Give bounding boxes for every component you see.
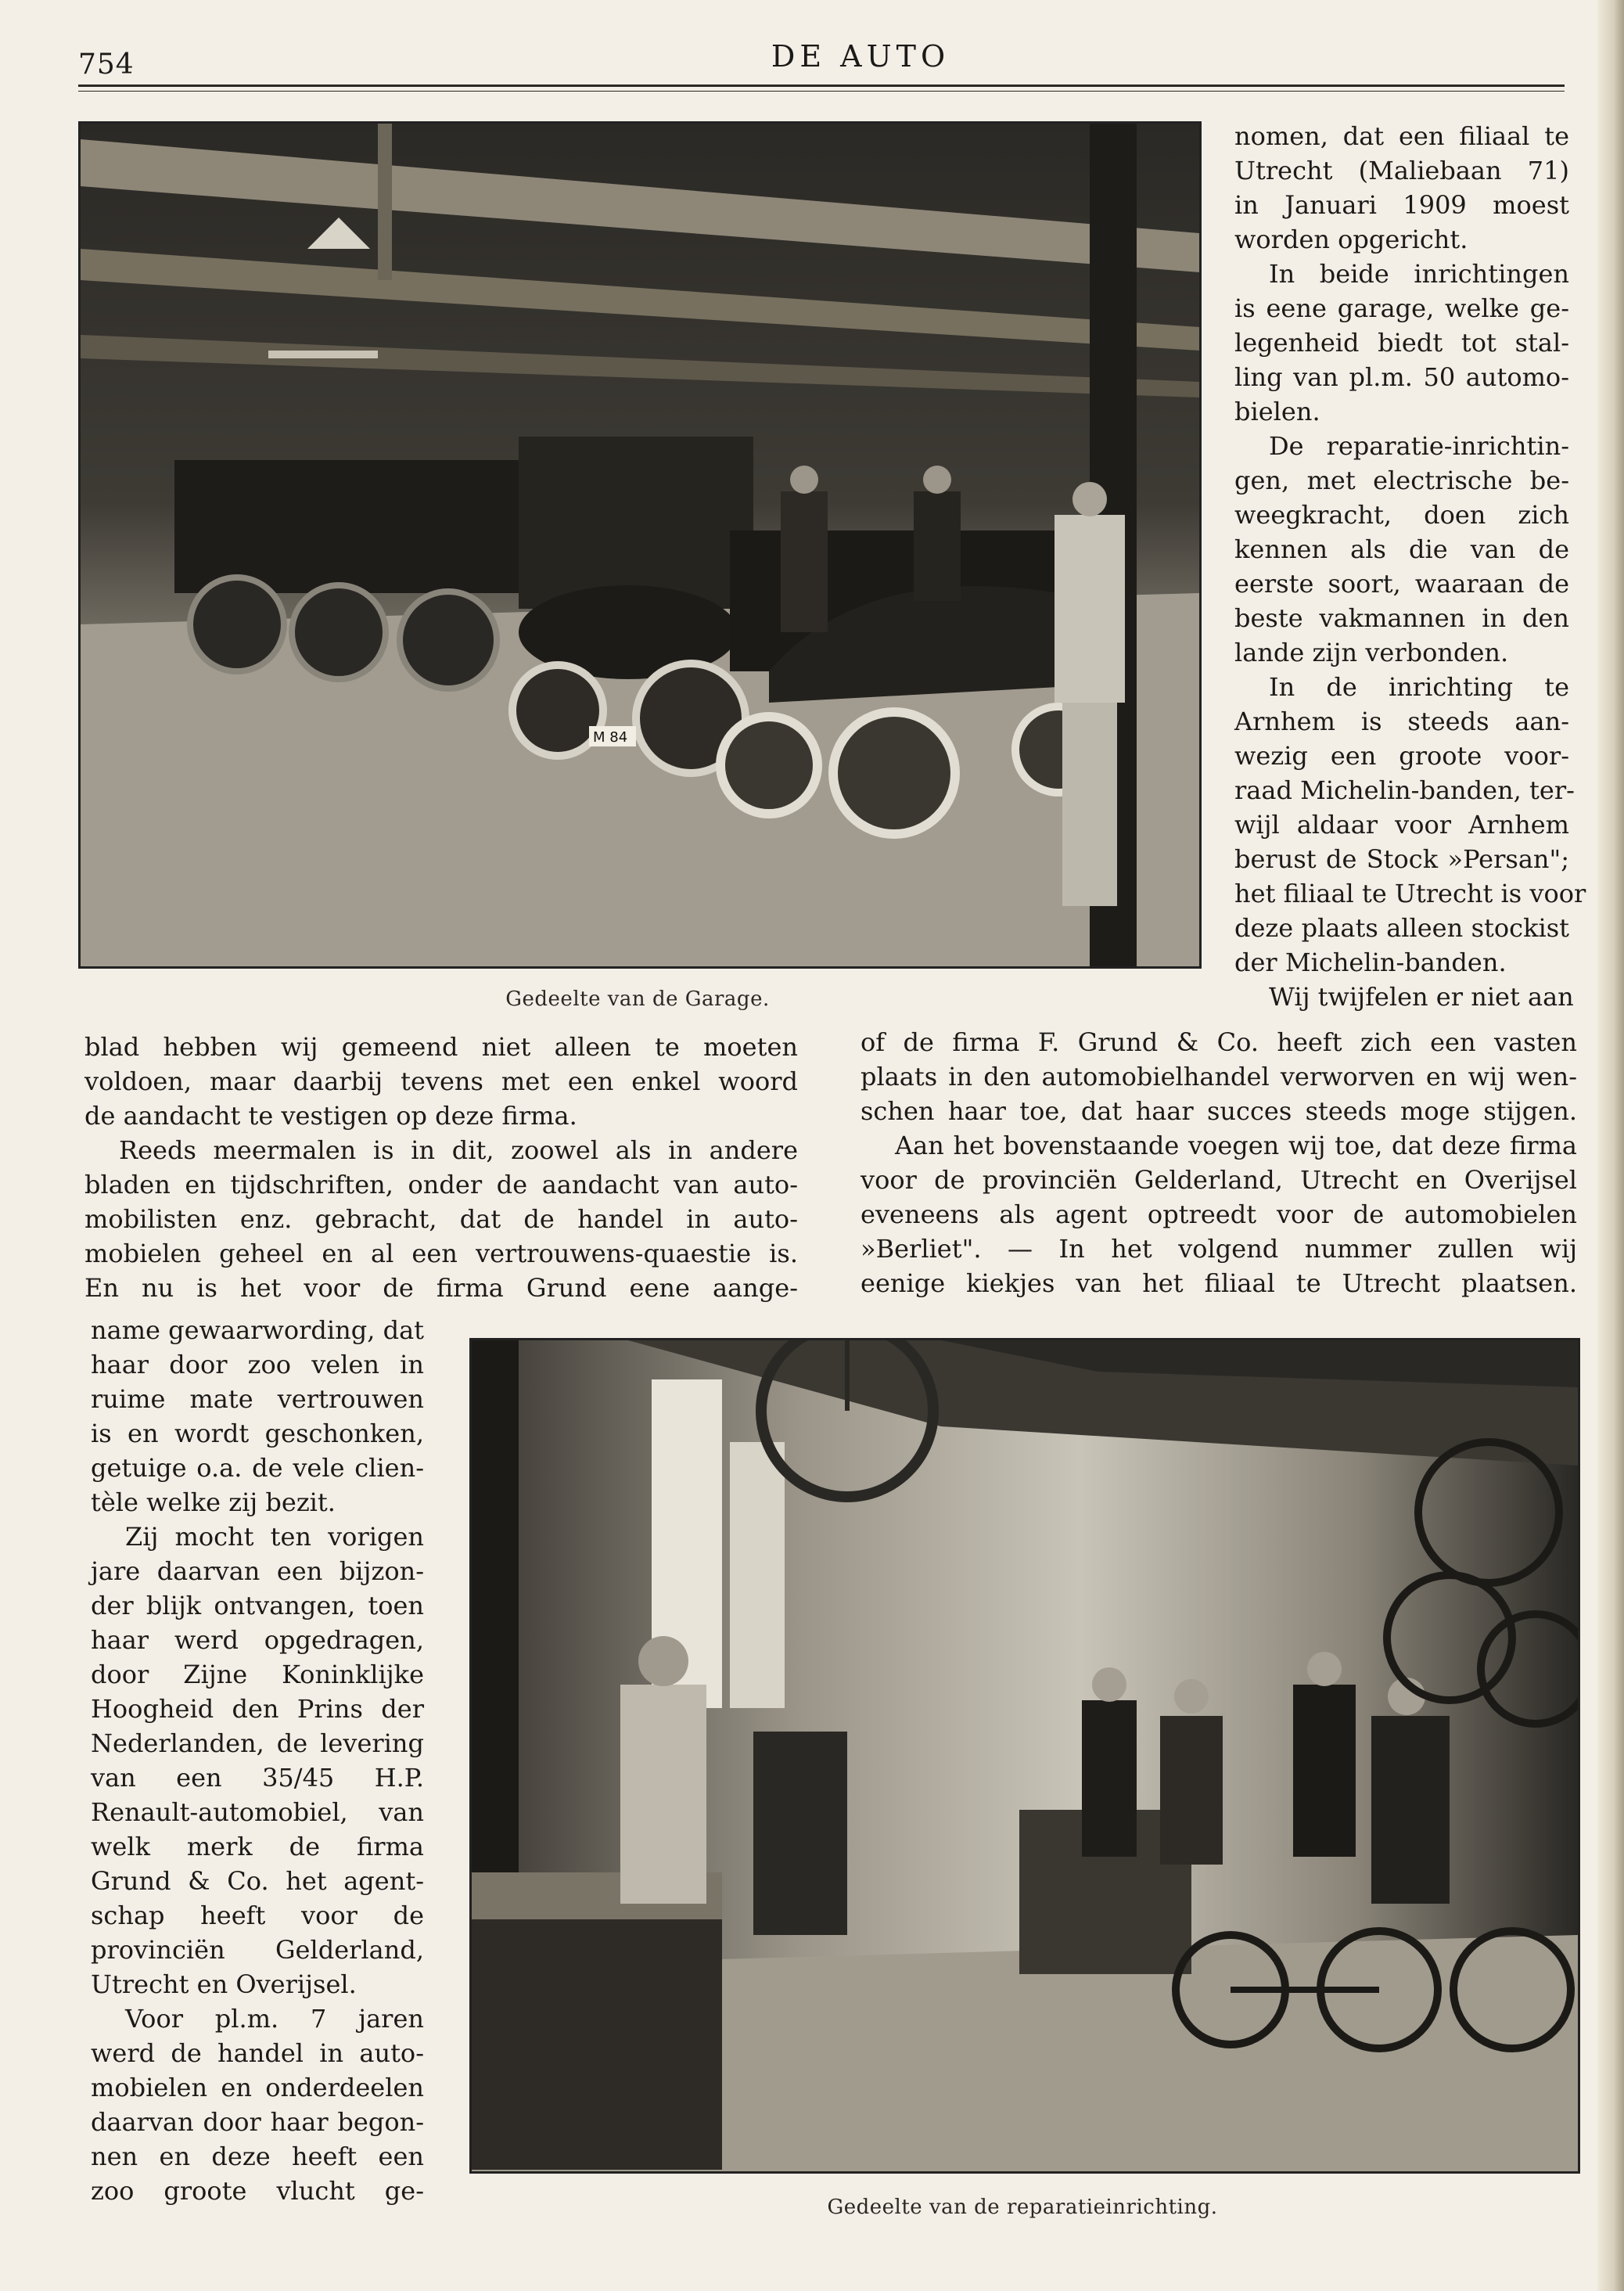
text-line: door Zijne Koninklijke (91, 1660, 424, 1689)
text-line: beste vakmannen in den (1234, 603, 1569, 633)
text-line: welk merk de firma (91, 1832, 424, 1861)
text-line: Wij twijfelen er niet aan (1269, 982, 1574, 1012)
text-line: deze plaats alleen stockist (1234, 913, 1569, 943)
text-line: in Januari 1909 moest (1234, 190, 1569, 220)
text-line: voor de provinciën Gelderland, Utrecht en Overijsel (861, 1165, 1577, 1195)
text-line: Aan het bovenstaande voegen wij toe, dat deze firma (895, 1131, 1577, 1160)
text-line: Reeds meermalen is in dit, zoowel als in andere (119, 1135, 798, 1165)
text-line: wijl aldaar voor Arnhem (1234, 810, 1569, 840)
text-line: ling van pl.m. 50 automo- (1234, 362, 1569, 392)
text-line: worden opgericht. (1234, 225, 1468, 254)
text-line: Grund & Co. het agent- (91, 1866, 424, 1896)
header-rule-thin (78, 91, 1565, 92)
text-line: eenige kiekjes van het filiaal te Utrecht plaatsen. (861, 1268, 1577, 1298)
text-line: het filiaal te Utrecht is voor (1234, 879, 1586, 908)
text-line: mobielen geheel en al een vertrouwens-quaestie is. (84, 1239, 798, 1268)
bottom-left-text (91, 1313, 424, 2208)
text-line: legenheid biedt tot stal- (1234, 328, 1569, 358)
text-line: Arnhem is steeds aan- (1234, 707, 1569, 736)
right-column-text (1234, 119, 1586, 1014)
text-line: of de firma F. Grund & Co. heeft zich een vasten (861, 1027, 1577, 1057)
text-line: bielen. (1234, 397, 1320, 426)
text-line: werd de handel in auto- (91, 2038, 424, 2068)
page-edge (1597, 0, 1624, 2291)
text-line: daarvan door haar begon- (91, 2107, 424, 2137)
text-line: ruime mate vertrouwen (91, 1384, 424, 1414)
text-line: gen, met electrische be- (1234, 466, 1569, 495)
text-line: blad hebben wij gemeend niet alleen te moeten (84, 1032, 798, 1062)
text-line: Hoogheid den Prins der (91, 1694, 424, 1724)
middle-left-text (84, 1030, 798, 1305)
text-line: nen en deze heeft een (91, 2142, 424, 2171)
text-line: Voor pl.m. 7 jaren (125, 2004, 424, 2034)
text-line: berust de Stock »Persan"; (1234, 844, 1569, 874)
text-line: zoo groote vlucht ge- (91, 2176, 424, 2206)
text-line: de aandacht te vestigen op deze firma. (84, 1101, 577, 1131)
text-line: der Michelin-banden. (1234, 948, 1507, 977)
page-number: 754 (78, 49, 135, 81)
running-header: DE AUTO (771, 39, 950, 74)
text-line: weegkracht, doen zich (1234, 500, 1569, 530)
text-line: Nederlanden, de levering (91, 1728, 424, 1758)
text-line: jare daarvan een bijzon- (91, 1556, 424, 1586)
text-line: schen haar toe, dat haar succes steeds moge stijgen. (861, 1096, 1577, 1126)
header-rule (78, 85, 1565, 87)
workshop-photo (469, 1338, 1580, 2174)
text-line: is eene garage, welke ge- (1234, 293, 1569, 323)
text-line: Renault-automobiel, van (91, 1797, 424, 1827)
text-line: raad Michelin-banden, ter- (1234, 775, 1575, 805)
garage-photo (78, 121, 1202, 969)
text-line: En nu is het voor de firma Grund eene aange- (84, 1273, 798, 1303)
text-line: Zij mocht ten vorigen (125, 1522, 424, 1552)
text-line: voldoen, maar daarbij tevens met een enkel woord (84, 1066, 798, 1096)
text-line: mobilisten enz. gebracht, dat de handel in auto- (84, 1204, 798, 1234)
text-line: Utrecht en Overijsel. (91, 1969, 357, 1999)
text-line: »Berliet". — In het volgend nummer zullen wij (861, 1234, 1577, 1264)
text-line: der blijk ontvangen, toen (91, 1591, 424, 1620)
middle-right-text (861, 1025, 1577, 1300)
license-plate: M 84 (593, 729, 628, 746)
text-line: bladen en tijdschriften, onder de aandacht van auto- (84, 1170, 798, 1199)
text-line: eveneens als agent optreedt voor de automobielen (861, 1199, 1577, 1229)
text-line: mobielen en onderdeelen (91, 2073, 424, 2102)
text-line: tèle welke zij bezit. (91, 1487, 336, 1517)
text-line: In beide inrichtingen (1269, 259, 1569, 289)
text-line: nomen, dat een filiaal te (1234, 121, 1569, 151)
text-line: van een 35/45 H.P. (91, 1763, 424, 1793)
workshop-caption: Gedeelte van de reparatieinrichting. (827, 2196, 1218, 2219)
text-line: haar door zoo velen in (91, 1350, 424, 1379)
text-line: Utrecht (Maliebaan 71) (1234, 156, 1569, 185)
text-line: is en wordt geschonken, (91, 1419, 424, 1448)
text-line: kennen als die van de (1234, 534, 1569, 564)
text-line: De reparatie-inrichtin- (1269, 431, 1569, 461)
text-line: haar werd opgedragen, (91, 1625, 424, 1655)
text-line: provinciën Gelderland, (91, 1935, 424, 1965)
text-line: eerste soort, waaraan de (1234, 569, 1569, 599)
text-line: plaats in den automobielhandel verworven en wij wen- (861, 1062, 1577, 1092)
garage-caption: Gedeelte van de Garage. (505, 987, 770, 1011)
text-line: In de inrichting te (1269, 672, 1569, 702)
text-line: wezig een groote voor- (1234, 741, 1569, 771)
text-line: name gewaarwording, dat (91, 1315, 424, 1345)
text-line: lande zijn verbonden. (1234, 638, 1509, 667)
text-line: schap heeft voor de (91, 1901, 424, 1930)
text-line: getuige o.a. de vele clien- (91, 1453, 424, 1483)
